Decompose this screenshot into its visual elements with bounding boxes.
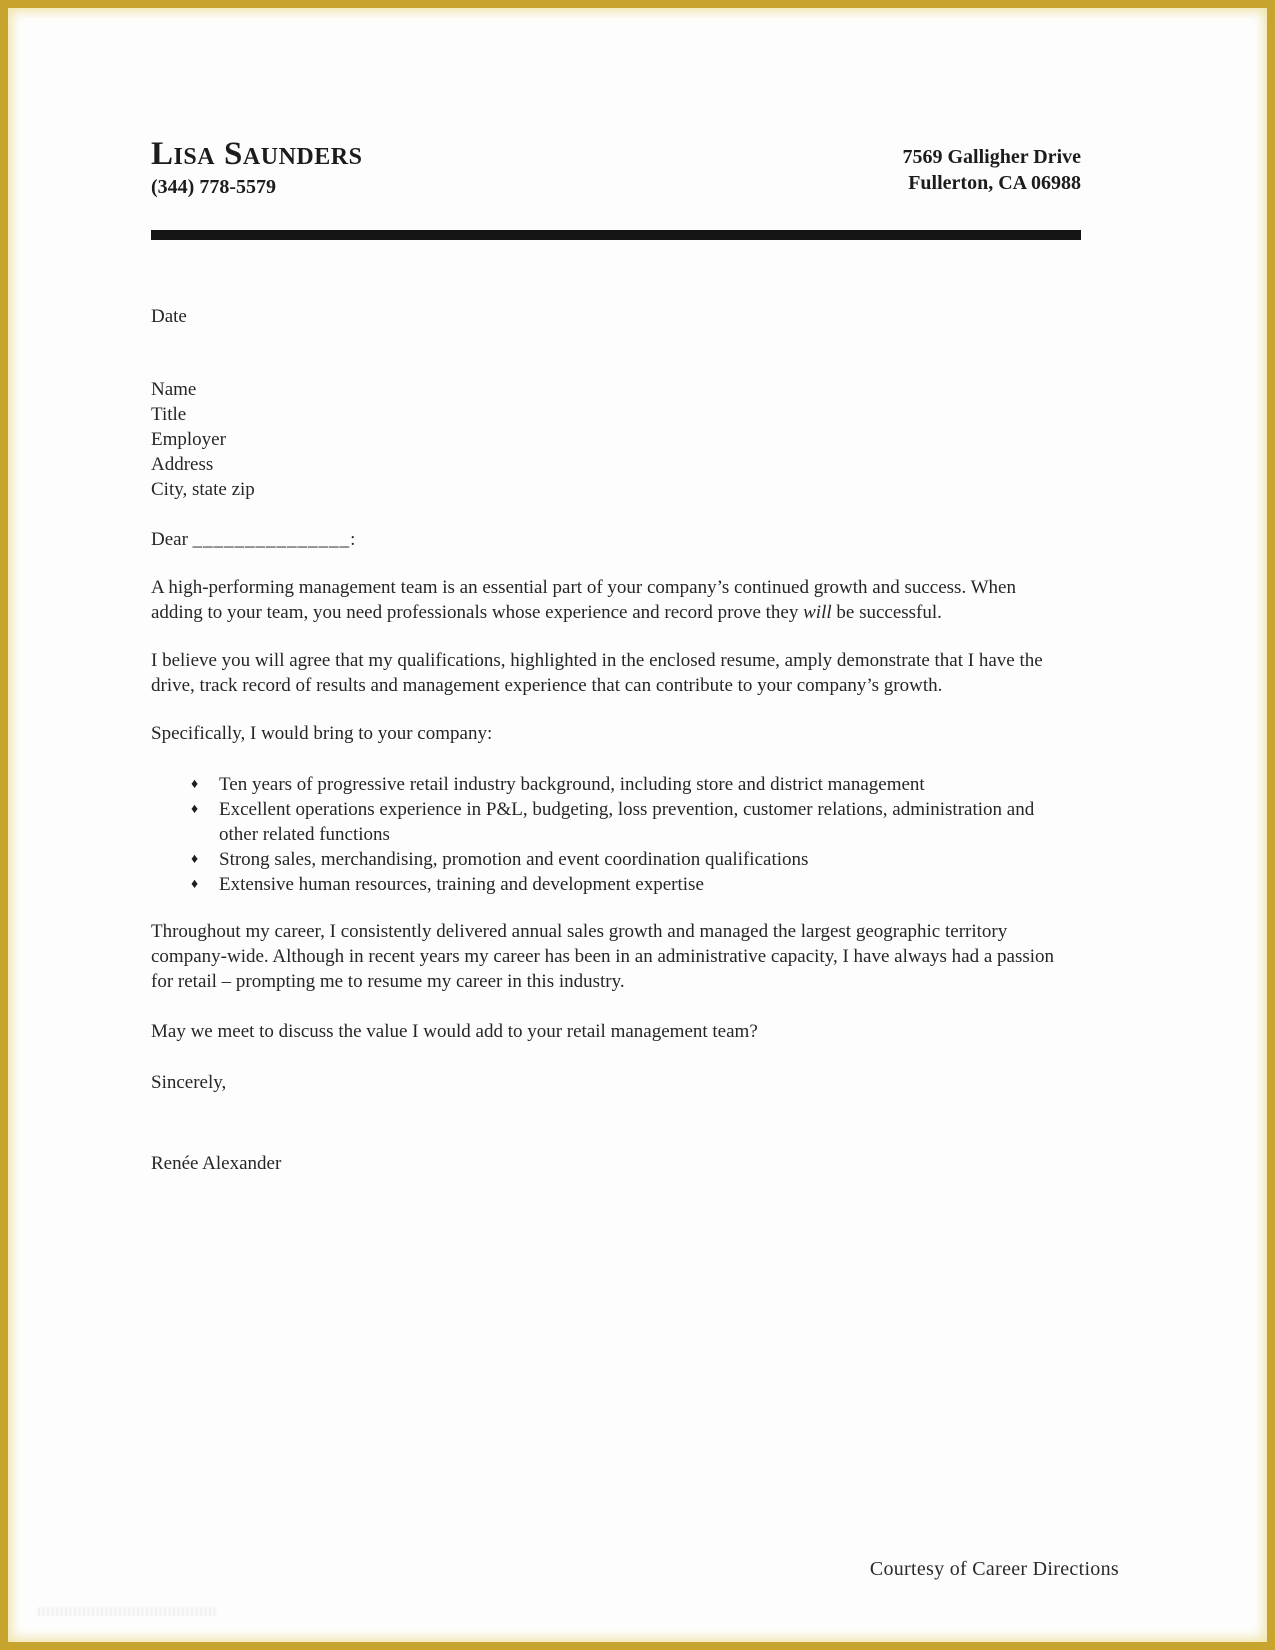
letterhead-address-line1: 7569 Galligher Drive: [902, 146, 1081, 168]
diamond-bullet-icon: ♦: [191, 877, 199, 892]
letterhead-divider-rule: [151, 230, 1081, 240]
recipient-line: Name: [151, 379, 197, 400]
bullet-item: [191, 797, 1071, 847]
bullet-item: [191, 847, 1071, 872]
closing-question: May we meet to discuss the value I would add to your retail management team?: [151, 1021, 758, 1042]
recipient-line: Employer: [151, 429, 226, 450]
letterhead-address-line2: Fullerton, CA 06988: [908, 172, 1081, 194]
paragraph-opening-text-1: A high-performing management team is an essential part of your company’s continued growth and success. When adding to your team, you need professionals whose experience and record prove they: [151, 577, 1016, 623]
salutation-prefix: Dear: [151, 529, 193, 550]
letterhead-address: [903, 144, 1082, 196]
bullet-item: [191, 772, 1071, 797]
letterhead-name-rest-2: AUNDERS: [242, 144, 363, 170]
bullet-item-text: Extensive human resources, training and development expertise: [219, 874, 704, 895]
bullet-item-text: Excellent operations experience in P&L, budgeting, loss prevention, customer relations, administration and other related functions: [219, 799, 1035, 845]
letterhead-name-initial-2: S: [224, 136, 243, 172]
paragraph-opening-italic-word: will: [803, 602, 832, 623]
paragraph-qualifications: I believe you will agree that my qualifications, highlighted in the enclosed resume, amply demonstrate that I have the drive, track record of results and management experience that can contribute to your company’s growth.: [151, 650, 1043, 696]
letterhead-name-initial-1: L: [151, 136, 174, 172]
recipient-line: Address: [151, 454, 214, 475]
paragraph-career: Throughout my career, I consistently delivered annual sales growth and managed the largest geographic territory company-wide. Although in recent years my career has been in an administrative capacity, I have always had a passion for retail – prompting me to resume my career in this industry.: [151, 921, 1055, 992]
paragraph-opening: [151, 575, 1071, 625]
footer-credit: Courtesy of Career Directions: [869, 1558, 1119, 1580]
salutation-blank: _______________: [192, 529, 351, 550]
recipient-line: City, state zip: [151, 479, 255, 500]
signature-name: Renée Alexander: [151, 1153, 282, 1174]
diamond-bullet-icon: ♦: [191, 777, 199, 792]
letterhead-name-rest-1: ISA: [173, 144, 216, 170]
closing-salutation: Sincerely,: [151, 1072, 227, 1093]
letter-content: [151, 8, 1081, 1642]
bullet-item: [191, 872, 1071, 897]
letterhead-name: [151, 136, 362, 175]
diamond-bullet-icon: ♦: [191, 802, 199, 817]
paragraph-opening-text-2: be successful.: [831, 602, 942, 623]
qualification-bullet-list: [151, 772, 1071, 897]
salutation-line: [151, 527, 1071, 552]
salutation-colon: :: [350, 529, 356, 550]
footer-watermark: [38, 1607, 216, 1616]
letterhead-phone: (344) 778-5579: [151, 176, 276, 198]
bullet-item-text: Strong sales, merchandising, promotion and event coordination qualifications: [219, 849, 809, 870]
paragraph-lead-in: Specifically, I would bring to your company:: [151, 723, 493, 744]
date-placeholder: Date: [151, 306, 187, 327]
bullet-item-text: Ten years of progressive retail industry background, including store and district management: [219, 774, 925, 795]
recipient-block: [151, 377, 1071, 502]
diamond-bullet-icon: ♦: [191, 852, 199, 867]
recipient-line: Title: [151, 404, 187, 425]
letter-body: [151, 304, 1071, 1176]
